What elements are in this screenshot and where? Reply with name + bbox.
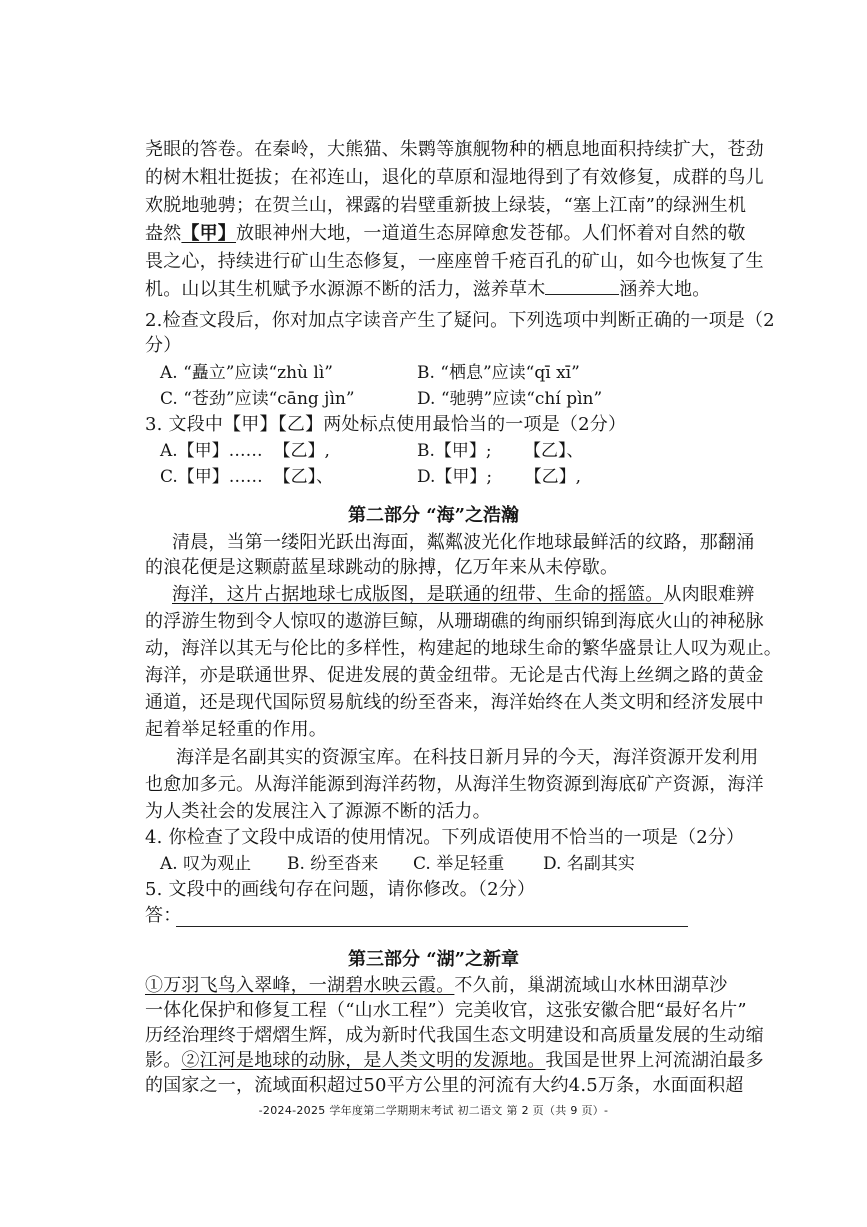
passage-line: 海洋，亦是联通世界、促进发展的黄金纽带。无论是古代海上丝绸之路的黄金 — [145, 665, 764, 686]
answer-line[interactable] — [176, 926, 688, 927]
question-3-stem: 3. 文段中【甲】【乙】两处标点使用最恰当的一项是（2分） — [145, 414, 627, 435]
passage-line: 通道，还是现代国际贸易航线的纷至沓来，海洋始终在人类文明和经济发展中 — [145, 692, 764, 713]
passage-line: 欢脱地驰骋；在贺兰山，裸露的岩壁重新披上绿装，“塞上江南”的绿洲生机 — [145, 195, 747, 216]
underlined-sentence: 海洋，这片占据地球七成版图，是联通的纽带、生命的摇篮。 — [172, 584, 664, 605]
passage-line: 的树木粗壮挺拔；在祁连山，退化的草原和湿地得到了有效修复，成群的鸟儿 — [145, 167, 764, 188]
passage-text: 机。山以其生机赋予水源源不断的活力，滋养草木 — [145, 279, 546, 300]
q3-option-d: D.【甲】; 【乙】, — [417, 467, 581, 487]
passage-line-underlined-sentence — [172, 583, 754, 607]
passage-text: 涵养大地。 — [619, 279, 711, 300]
underlined-sentence-2: ②江河是地球的动脉，是人类文明的发源地。 — [181, 1050, 546, 1071]
passage-line: 历经治理终于熠熠生辉，成为新时代我国生态文明建设和高质量发展的生动缩 — [145, 1025, 764, 1046]
q4-option-d: D. 名副其实 — [543, 854, 635, 874]
passage-line: 清晨，当第一缕阳光跃出海面，粼粼波光化作地球最鲜活的纹路，那翻涌 — [172, 532, 755, 553]
passage-line: 一体化保护和修复工程（“山水工程”）完美收官，这张安徽合肥“最好名片” — [145, 1000, 747, 1021]
passage-line-with-blank-yi — [145, 278, 710, 302]
underlined-sentence-1: ①万羽飞鸟入翠峰，一湖碧水映云霞。 — [145, 975, 455, 996]
answer-label: 答： — [145, 905, 182, 926]
passage-text: 盎然 — [145, 223, 182, 244]
section-heading-part3: 第三部分 “湖”之新章 — [348, 949, 519, 970]
punctuation-blank-jia: 【甲】 — [181, 223, 237, 244]
passage-line: 的浪花便是这颗蔚蓝星球跳动的脉搏，亿万年来从未停歇。 — [145, 557, 619, 578]
q2-option-b: B. “栖息”应读“qī xī” — [417, 363, 580, 383]
question-4-stem: 4. 你检查了文段中成语的使用情况。下列成语使用不恰当的一项是（2分） — [145, 827, 745, 848]
passage-line: 动，海洋以其无与伦比的多样性，构建起的地球生命的繁华盛景让人叹为观止。 — [145, 638, 782, 659]
q4-option-b: B. 纷至沓来 — [287, 854, 379, 874]
passage-text: 从肉眼难辨 — [663, 584, 755, 605]
q2-option-d: D. “驰骋”应读“chí pìn” — [417, 389, 603, 409]
q4-option-a: A. 叹为观止 — [160, 854, 252, 874]
q3-option-c: C.【甲】…… 【乙】、 — [160, 467, 334, 487]
question-2-stem: 2.检查文段后，你对加点字读音产生了疑问。下列选项中判断正确的一项是（2 — [145, 310, 775, 331]
page-footer: -2024-2025 学年度第二学期期末考试 初二语文 第 2 页（共 9 页）- — [258, 1104, 609, 1117]
passage-line: 尧眼的答卷。在秦岭，大熊猫、朱鹮等旗舰物种的栖息地面积持续扩大，苍劲 — [145, 139, 764, 160]
passage-line: 的国家之一，流域面积超过50平方公里的河流有大约4.5万条，水面面积超 — [145, 1075, 744, 1096]
question-5-stem: 5. 文段中的画线句存在问题，请你修改。（2分） — [145, 879, 536, 900]
q3-option-a: A.【甲】…… 【乙】, — [160, 441, 330, 461]
passage-line: 为人类社会的发展注入了源源不断的活力。 — [145, 801, 491, 822]
passage-text: 我国是世界上河流湖泊最多 — [545, 1050, 764, 1071]
passage-line-underlined-sentence — [145, 974, 727, 998]
passage-text: 不久前，巢湖流域山水林田湖草沙 — [454, 975, 728, 996]
passage-line: 海洋是名副其实的资源宝库。在科技日新月异的今天，海洋资源开发利用 — [176, 747, 759, 768]
q2-option-c: C. “苍劲”应读“cāng jìn” — [160, 389, 355, 409]
q4-option-c: C. 举足轻重 — [413, 854, 505, 874]
punctuation-blank-yi — [545, 278, 619, 295]
section-heading-part2: 第二部分 “海”之浩瀚 — [348, 505, 519, 526]
passage-line: 的浮游生物到令人惊叹的遨游巨鲸，从珊瑚礁的绚丽织锦到海底火山的神秘脉 — [145, 611, 764, 632]
passage-line-with-blank-jia — [145, 222, 746, 246]
passage-line: 畏之心，持续进行矿山生态修复，一座座曾千疮百孔的矿山，如今也恢复了生 — [145, 251, 764, 272]
q2-option-a: A. “矗立”应读“zhù lì” — [160, 363, 333, 383]
passage-line: 起着举足轻重的作用。 — [145, 719, 327, 740]
passage-text: 放眼神州大地，一道道生态屏障愈发苍郁。人们怀着对自然的敬 — [236, 223, 746, 244]
passage-line: 也愈加多元。从海洋能源到海洋药物，从海洋生物资源到海底矿产资源，海洋 — [145, 774, 764, 795]
question-2-stem-cont: 分） — [145, 335, 182, 356]
q3-option-b: B.【甲】; 【乙】、 — [417, 441, 584, 461]
passage-line-underlined-sentence — [145, 1049, 764, 1073]
passage-text: 影。 — [145, 1050, 182, 1071]
